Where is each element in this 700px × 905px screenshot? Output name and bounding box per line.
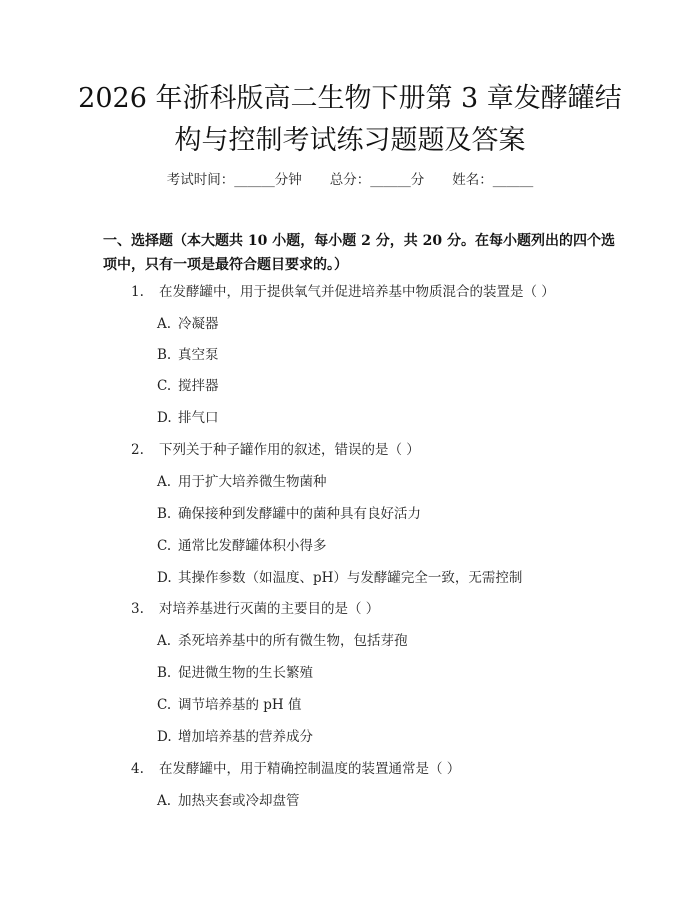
- option-text: 确保接种到发酵罐中的菌种具有良好活力: [178, 506, 421, 522]
- option-text: 其操作参数（如温度、pH）与发酵罐完全一致，无需控制: [178, 570, 523, 586]
- question-3-option-c: [157, 696, 302, 714]
- option-text: 用于扩大培养微生物菌种: [178, 474, 327, 490]
- option-text: 促进微生物的生长繁殖: [178, 665, 313, 681]
- exam-name: 姓名：______: [452, 172, 534, 188]
- option-text: 加热夹套或冷却盘管: [178, 793, 300, 809]
- question-1-option-d: [157, 409, 219, 427]
- option-text: 杀死培养基中的所有微生物，包括芽孢: [178, 633, 408, 649]
- option-letter: D.: [157, 410, 172, 426]
- option-text: 通常比发酵罐体积小得多: [178, 538, 327, 554]
- exam-time: 考试时间：______分钟: [166, 172, 302, 188]
- option-text: 冷凝器: [178, 316, 219, 332]
- question-3: [131, 600, 379, 618]
- question-number: 2.: [131, 442, 144, 458]
- option-letter: B.: [157, 665, 172, 681]
- question-2-option-d: [157, 569, 522, 587]
- question-text: 对培养基进行灭菌的主要目的是（ ）: [159, 601, 380, 617]
- title-line-1: 2026 年浙科版高二生物下册第 3 章发酵罐结: [78, 83, 622, 114]
- question-number: 4.: [131, 761, 144, 777]
- option-text: 搅拌器: [178, 378, 219, 394]
- question-1-option-c: [157, 377, 219, 395]
- question-text: 在发酵罐中，用于精确控制温度的装置通常是（ ）: [159, 761, 461, 777]
- question-3-option-d: [157, 728, 313, 746]
- option-letter: A.: [157, 633, 172, 649]
- option-letter: B.: [157, 506, 172, 522]
- exam-score: 总分：______分: [329, 172, 425, 188]
- option-letter: A.: [157, 474, 172, 490]
- question-2-option-a: [157, 473, 327, 491]
- question-1: [131, 283, 555, 301]
- section-heading-line-1: 一、选择题（本大题共 10 小题，每小题 2 分，共 20 分。在每小题列出的四个选: [103, 233, 615, 249]
- option-letter: C.: [157, 378, 172, 394]
- question-2-option-c: [157, 537, 327, 555]
- question-2: [131, 441, 420, 459]
- option-letter: D.: [157, 729, 172, 745]
- question-2-option-b: [157, 505, 421, 523]
- section-heading: [103, 229, 623, 277]
- question-text: 在发酵罐中，用于提供氧气并促进培养基中物质混合的装置是（ ）: [159, 284, 555, 300]
- option-letter: A.: [157, 316, 172, 332]
- option-text: 增加培养基的营养成分: [178, 729, 313, 745]
- question-3-option-b: [157, 664, 313, 682]
- title-line-2: 构与控制考试练习题题及答案: [174, 125, 526, 156]
- question-4-option-a: [157, 792, 300, 810]
- question-1-option-a: [157, 315, 219, 333]
- option-letter: C.: [157, 697, 172, 713]
- question-4: [131, 760, 460, 778]
- option-text: 调节培养基的 pH 值: [178, 697, 302, 713]
- section-heading-line-2: 项中，只有一项是最符合题目要求的。）: [103, 257, 348, 273]
- option-letter: B.: [157, 347, 172, 363]
- option-letter: C.: [157, 538, 172, 554]
- document-title: [60, 78, 640, 162]
- option-text: 真空泵: [178, 347, 219, 363]
- option-letter: D.: [157, 570, 172, 586]
- option-text: 排气口: [178, 410, 219, 426]
- option-letter: A.: [157, 793, 172, 809]
- question-number: 1.: [131, 284, 144, 300]
- question-number: 3.: [131, 601, 144, 617]
- exam-info: [0, 168, 700, 188]
- question-3-option-a: [157, 632, 408, 650]
- question-1-option-b: [157, 346, 219, 364]
- question-text: 下列关于种子罐作用的叙述，错误的是（ ）: [159, 442, 420, 458]
